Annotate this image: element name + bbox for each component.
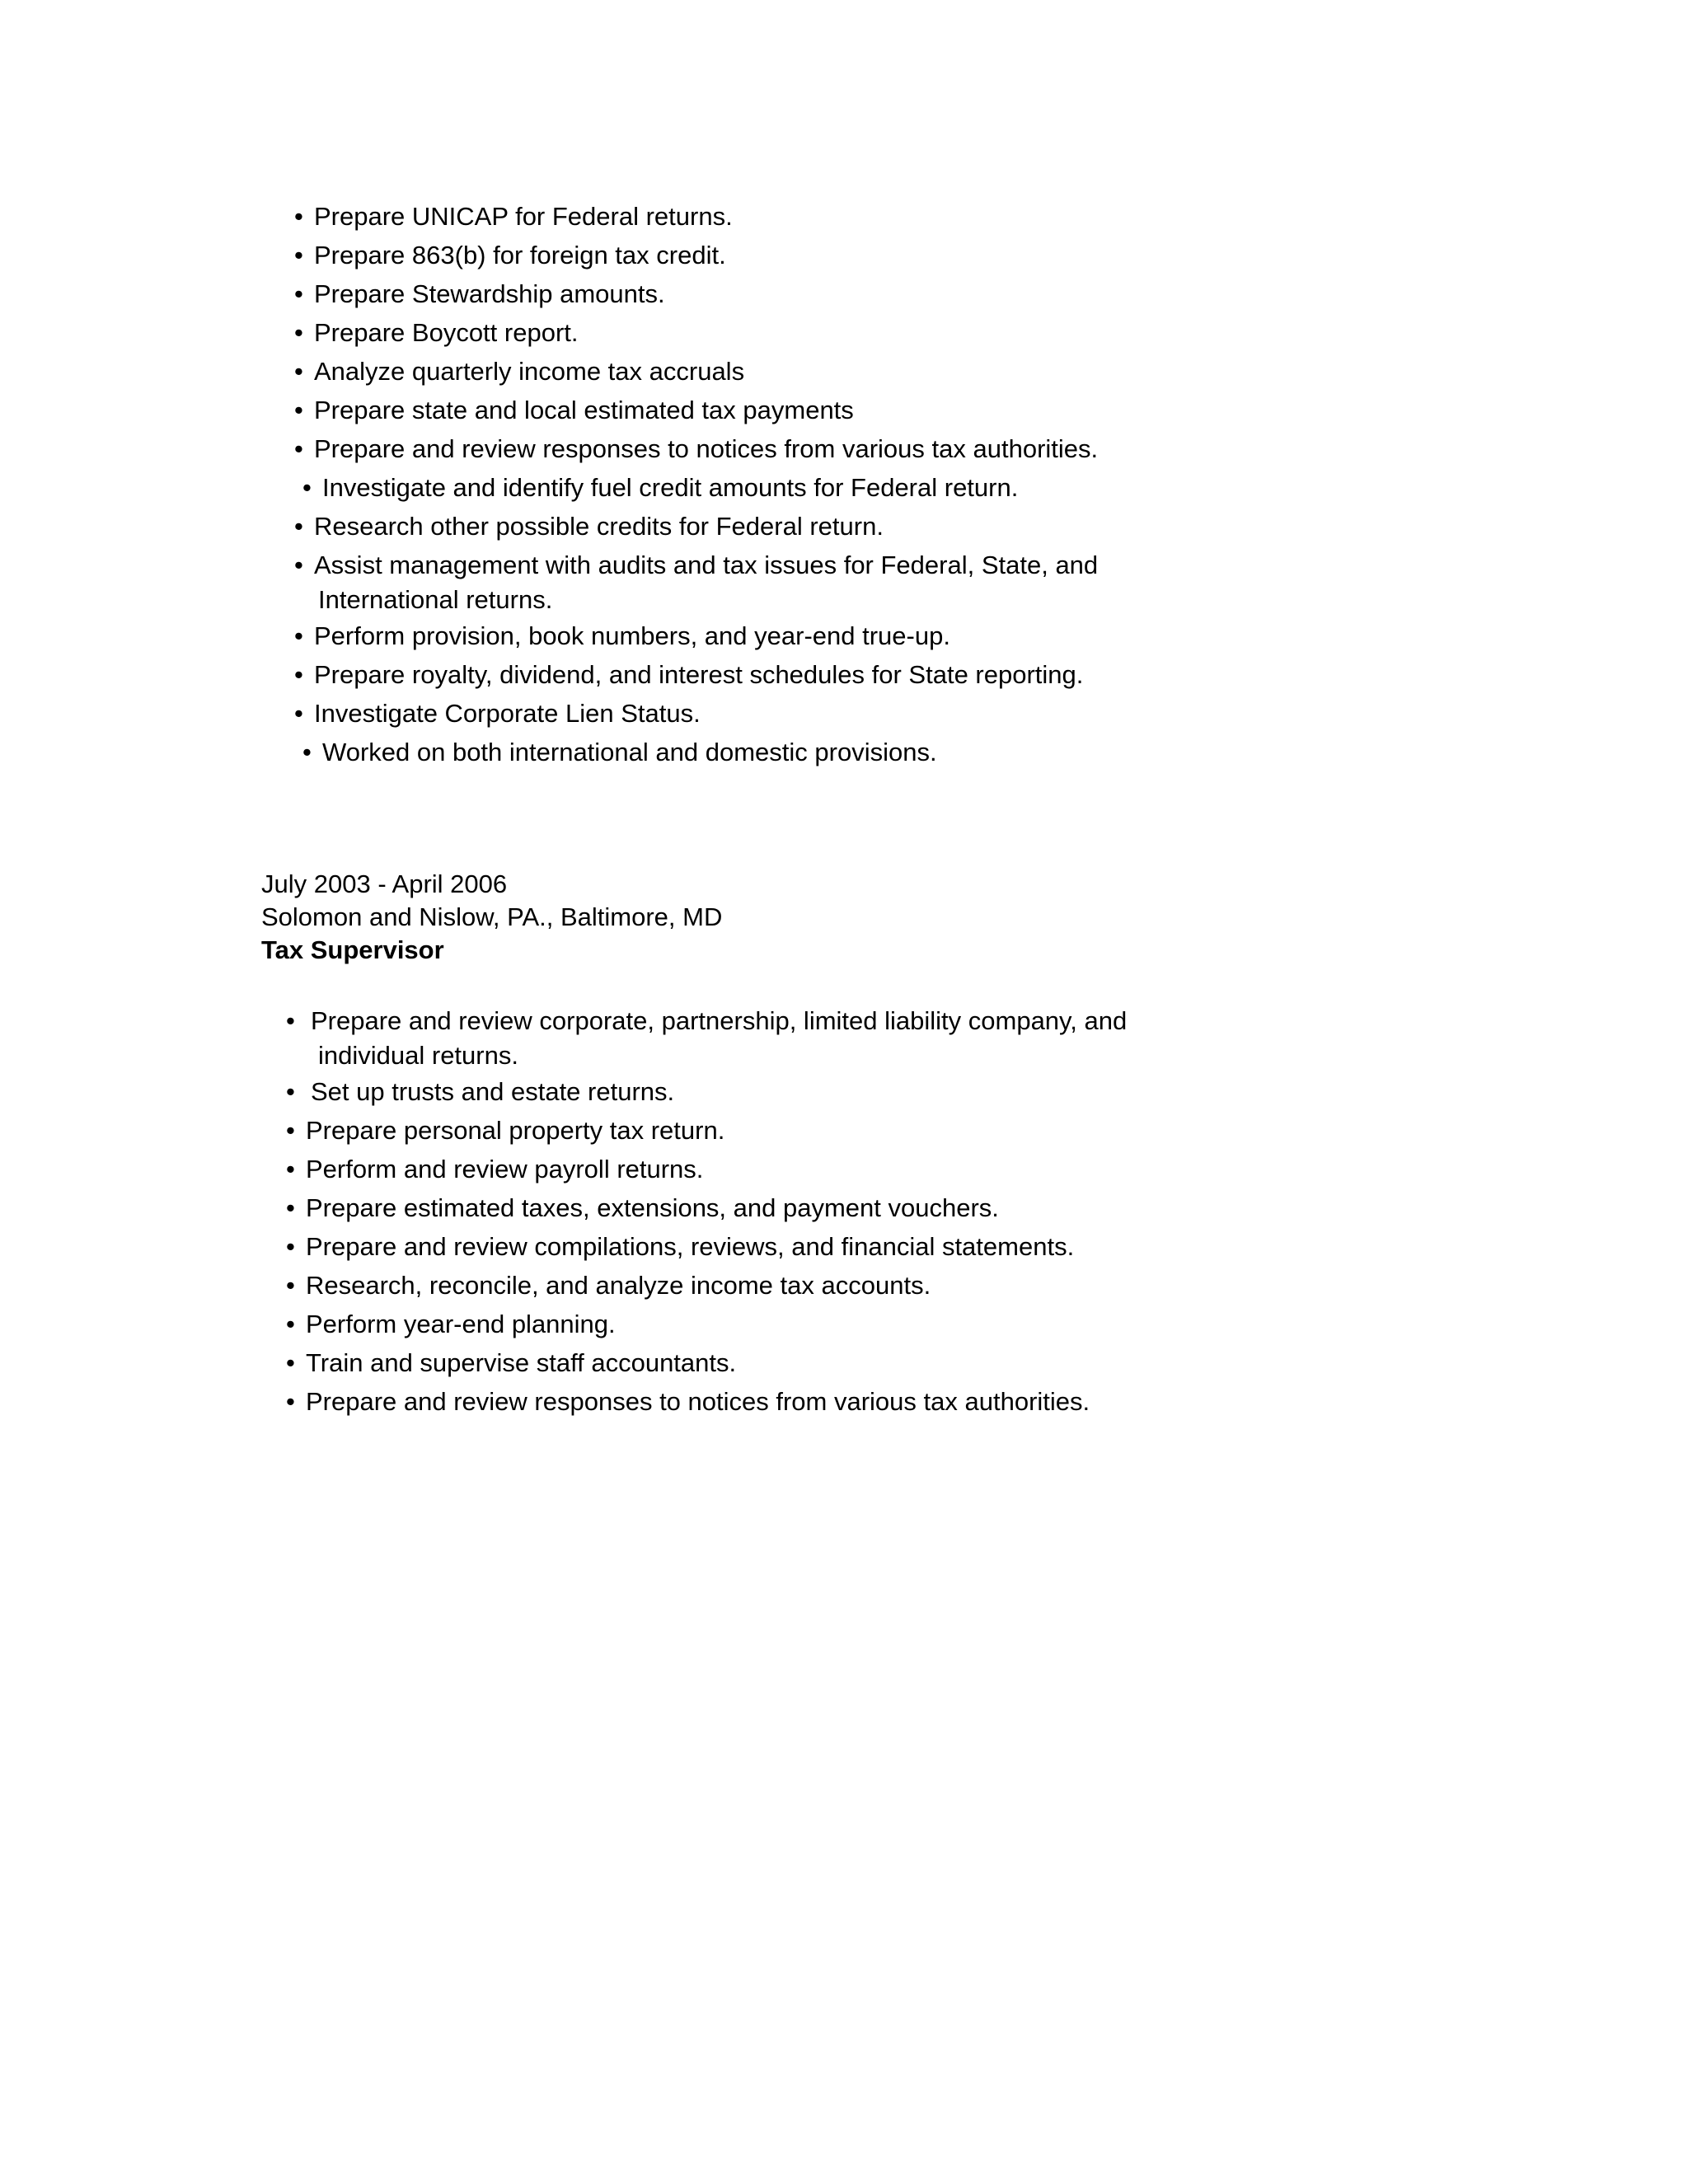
bullet-icon: • <box>286 1155 295 1183</box>
bullet-icon: • <box>286 1006 295 1035</box>
list-item-text: Analyze quarterly income tax accruals <box>314 357 745 386</box>
list-item <box>294 199 733 234</box>
list-item-text: Train and supervise staff accountants. <box>306 1348 737 1377</box>
list-item <box>294 619 950 654</box>
list-item <box>286 1307 616 1342</box>
list-item-text: Prepare 863(b) for foreign tax credit. <box>314 241 726 269</box>
list-item <box>286 1268 931 1303</box>
bullet-icon: • <box>294 202 303 231</box>
list-item-text: Investigate and identify fuel credit amounts for Federal return. <box>322 473 1019 502</box>
list-item-text: Perform and review payroll returns. <box>306 1155 704 1183</box>
list-item-text: Research, reconcile, and analyze income tax accounts. <box>306 1271 931 1300</box>
bullet-icon: • <box>294 318 303 347</box>
list-item-text: Prepare state and local estimated tax payments <box>314 396 854 424</box>
list-item <box>294 354 744 389</box>
list-item <box>294 696 701 731</box>
bullet-icon: • <box>286 1077 295 1106</box>
list-item-text: Prepare Boycott report. <box>314 318 579 347</box>
bullet-icon: • <box>302 473 312 502</box>
list-item <box>286 1152 703 1187</box>
list-item <box>294 316 579 350</box>
list-item-text: Prepare personal property tax return. <box>306 1116 725 1145</box>
bullet-icon: • <box>294 434 303 463</box>
list-item-text: Prepare and review corporate, partnership, limited liability company, and <box>311 1006 1128 1035</box>
list-item-text: Prepare and review compilations, reviews, and financial statements. <box>306 1232 1075 1261</box>
job-title: Tax Supervisor <box>261 935 444 964</box>
bullet-icon: • <box>286 1387 295 1416</box>
list-item-text: Prepare and review responses to notices from various tax authorities. <box>306 1387 1090 1416</box>
bullet-icon: • <box>294 357 303 386</box>
bullet-icon: • <box>294 551 303 579</box>
bullet-icon: • <box>294 699 303 728</box>
bullet-icon: • <box>286 1116 295 1145</box>
list-item-continuation: individual returns. <box>318 1041 518 1070</box>
list-item <box>286 1191 999 1226</box>
list-item-text: Research other possible credits for Federal return. <box>314 512 884 541</box>
list-item <box>302 735 937 770</box>
list-item-text: Prepare UNICAP for Federal returns. <box>314 202 733 231</box>
list-item-text: Prepare and review responses to notices from various tax authorities. <box>314 434 1099 463</box>
bullet-icon: • <box>286 1271 295 1300</box>
bullet-icon: • <box>294 660 303 689</box>
list-item-text: Investigate Corporate Lien Status. <box>314 699 701 728</box>
list-item <box>286 1004 1127 1038</box>
list-item-text: Perform provision, book numbers, and year-end true-up. <box>314 621 950 650</box>
list-item <box>294 238 726 273</box>
bullet-icon: • <box>286 1310 295 1338</box>
list-item <box>294 432 1098 466</box>
list-item-text: Perform year-end planning. <box>306 1310 616 1338</box>
list-item <box>302 471 1018 505</box>
bullet-icon: • <box>294 621 303 650</box>
list-item <box>286 1230 1074 1264</box>
bullet-icon: • <box>294 279 303 308</box>
list-item <box>294 277 665 312</box>
list-item <box>294 509 884 544</box>
bullet-icon: • <box>294 512 303 541</box>
list-item <box>286 1385 1090 1419</box>
list-item-text: Set up trusts and estate returns. <box>311 1077 675 1106</box>
list-item-text: Prepare Stewardship amounts. <box>314 279 665 308</box>
list-item <box>294 548 1098 583</box>
list-item-text: Prepare royalty, dividend, and interest schedules for State reporting. <box>314 660 1084 689</box>
bullet-icon: • <box>302 738 312 766</box>
bullet-icon: • <box>294 396 303 424</box>
job-company: Solomon and Nislow, PA., Baltimore, MD <box>261 902 723 931</box>
list-item <box>294 658 1083 692</box>
bullet-icon: • <box>286 1348 295 1377</box>
list-item-continuation: International returns. <box>318 585 553 614</box>
bullet-icon: • <box>286 1232 295 1261</box>
list-item-text: Assist management with audits and tax issues for Federal, State, and <box>314 551 1099 579</box>
list-item-text: Prepare estimated taxes, extensions, and payment vouchers. <box>306 1193 999 1222</box>
list-item <box>286 1346 736 1380</box>
list-item <box>286 1113 724 1148</box>
bullet-icon: • <box>294 241 303 269</box>
list-item-text: Worked on both international and domestic provisions. <box>322 738 937 766</box>
list-item <box>286 1075 674 1109</box>
job-dates: July 2003 - April 2006 <box>261 869 508 898</box>
bullet-icon: • <box>286 1193 295 1222</box>
list-item <box>294 393 854 428</box>
